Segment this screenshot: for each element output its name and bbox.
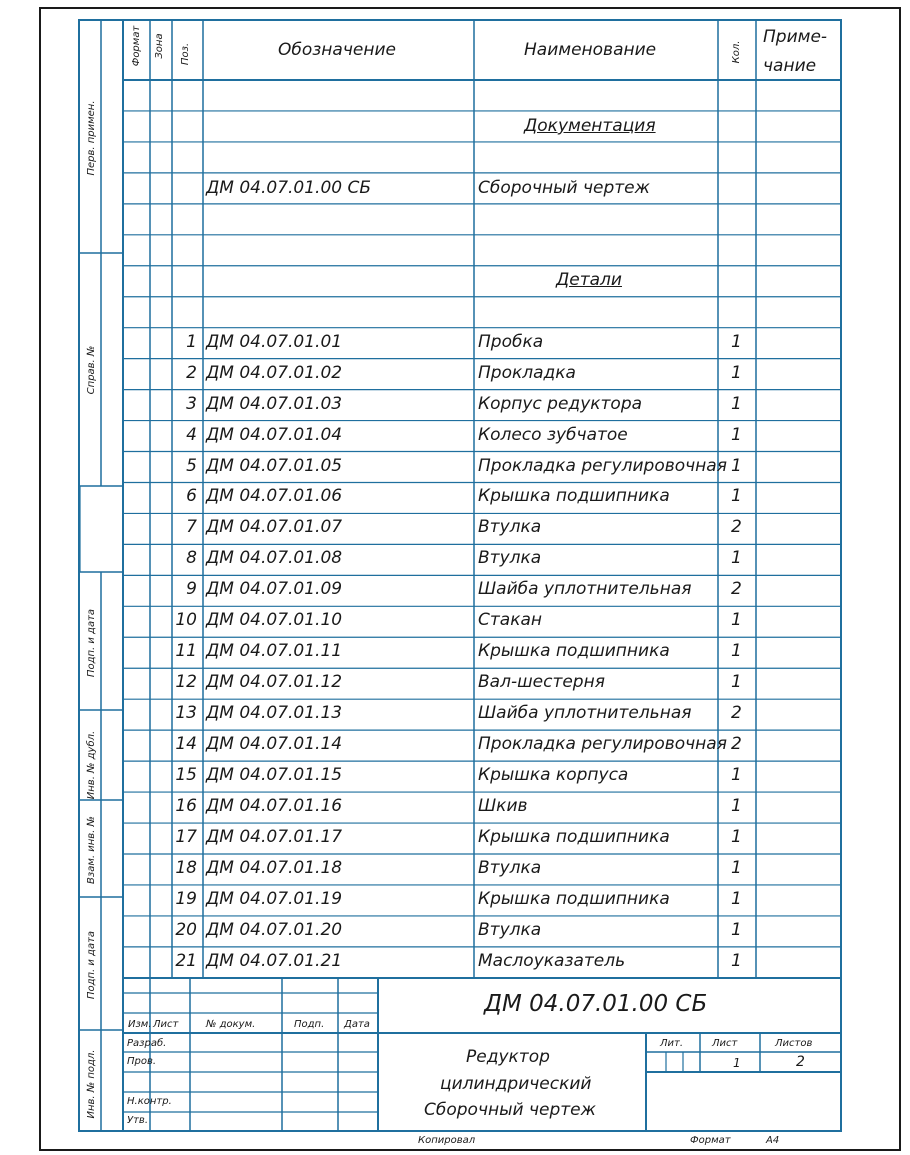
section-documentation: Документация bbox=[524, 116, 656, 136]
part-designation: ДМ 04.07.01.06 bbox=[206, 486, 343, 507]
part-pos: 16 bbox=[175, 796, 197, 817]
part-pos: 7 bbox=[186, 517, 197, 538]
header-kol: Кол. bbox=[731, 40, 742, 64]
part-qty: 1 bbox=[731, 641, 742, 662]
part-qty: 1 bbox=[731, 796, 742, 817]
col-data-label: Дата bbox=[344, 1019, 370, 1030]
part-name: Втулка bbox=[478, 858, 542, 878]
part-name: Пробка bbox=[478, 331, 544, 352]
part-pos: 18 bbox=[175, 858, 197, 878]
part-qty: 1 bbox=[731, 827, 742, 848]
part-qty: 2 bbox=[731, 734, 742, 755]
part-name: Прокладка bbox=[478, 362, 576, 383]
col-izm-label: Изм. bbox=[128, 1019, 152, 1030]
part-name: Крышка подшипника bbox=[478, 641, 670, 662]
part-designation: ДМ 04.07.01.21 bbox=[206, 950, 343, 971]
part-qty: 1 bbox=[731, 919, 742, 940]
part-name: Шайба уплотнительная bbox=[478, 579, 692, 600]
part-name: Крышка подшипника bbox=[478, 827, 670, 848]
part-name: Вал-шестерня bbox=[478, 672, 605, 693]
part-designation: ДМ 04.07.01.16 bbox=[206, 796, 343, 817]
col-ndokum-label: № докум. bbox=[206, 1019, 256, 1030]
part-pos: 20 bbox=[175, 919, 197, 940]
list-label: Лист bbox=[712, 1038, 738, 1049]
list-value: 1 bbox=[733, 1056, 741, 1070]
part-pos: 15 bbox=[175, 765, 197, 786]
header-poz: Поз. bbox=[180, 42, 191, 66]
part-designation: ДМ 04.07.01.01 bbox=[206, 331, 343, 352]
header-oboznachenie: Обозначение bbox=[278, 40, 396, 60]
title-line-3: Сборочный чертеж bbox=[424, 1100, 596, 1120]
part-pos: 21 bbox=[175, 950, 197, 971]
prov-label: Пров. bbox=[127, 1056, 157, 1067]
part-designation: ДМ 04.07.01.14 bbox=[206, 734, 343, 755]
section-details: Детали bbox=[556, 270, 622, 290]
part-name: Колесо зубчатое bbox=[478, 424, 628, 445]
side-label-perv-primen: Перв. примен. bbox=[86, 100, 97, 176]
part-name: Шкив bbox=[478, 796, 528, 817]
title-line-1: Редуктор bbox=[466, 1047, 550, 1067]
side-label-podp-data-2: Подп. и дата bbox=[86, 930, 97, 1000]
part-name: Прокладка регулировочная bbox=[478, 455, 727, 476]
part-qty: 1 bbox=[731, 455, 742, 476]
part-designation: ДМ 04.07.01.07 bbox=[206, 517, 343, 538]
side-label-inv-dubl: Инв. № дубл. bbox=[86, 730, 97, 800]
header-primechanie-2: чание bbox=[763, 56, 817, 76]
part-qty: 1 bbox=[731, 486, 742, 507]
part-name: Шайба уплотнительная bbox=[478, 703, 692, 724]
part-name: Крышка корпуса bbox=[478, 765, 629, 786]
part-designation: ДМ 04.07.01.13 bbox=[206, 703, 343, 724]
side-label-vzam-inv: Взам. инв. № bbox=[86, 816, 97, 884]
kopiroval-label: Копировал bbox=[418, 1135, 476, 1146]
side-label-inv-podl: Инв. № подл. bbox=[86, 1049, 97, 1119]
part-name: Втулка bbox=[478, 919, 542, 940]
part-name: Крышка подшипника bbox=[478, 888, 670, 909]
part-pos: 10 bbox=[175, 610, 197, 631]
part-pos: 12 bbox=[175, 672, 197, 693]
part-name: Маслоуказатель bbox=[478, 950, 626, 971]
part-designation: ДМ 04.07.01.15 bbox=[206, 765, 343, 786]
part-pos: 1 bbox=[186, 331, 197, 352]
part-qty: 1 bbox=[731, 765, 742, 786]
part-pos: 14 bbox=[175, 734, 197, 755]
n-kontr-label: Н.контр. bbox=[127, 1096, 172, 1107]
title-line-2: цилиндрический bbox=[440, 1074, 592, 1094]
part-qty: 1 bbox=[731, 610, 742, 631]
part-name: Прокладка регулировочная bbox=[478, 734, 727, 755]
part-qty: 1 bbox=[731, 950, 742, 971]
header-format: Формат bbox=[131, 25, 142, 67]
format-label: Формат bbox=[690, 1135, 731, 1146]
lit-label: Лит. bbox=[660, 1038, 684, 1049]
part-pos: 9 bbox=[186, 579, 197, 600]
doc-row-name: Сборочный чертеж bbox=[478, 178, 650, 198]
part-pos: 8 bbox=[186, 548, 197, 569]
part-designation: ДМ 04.07.01.12 bbox=[206, 672, 343, 693]
part-pos: 13 bbox=[175, 703, 197, 724]
part-designation: ДМ 04.07.01.08 bbox=[206, 548, 343, 569]
part-designation: ДМ 04.07.01.09 bbox=[206, 579, 343, 600]
side-label-podp-data: Подп. и дата bbox=[86, 608, 97, 678]
listov-label: Листов bbox=[775, 1038, 813, 1049]
part-designation: ДМ 04.07.01.18 bbox=[206, 858, 343, 878]
part-pos: 5 bbox=[186, 455, 197, 476]
listov-value: 2 bbox=[796, 1054, 805, 1070]
part-qty: 2 bbox=[731, 703, 742, 724]
part-qty: 1 bbox=[731, 888, 742, 909]
part-designation: ДМ 04.07.01.20 bbox=[206, 919, 343, 940]
part-pos: 4 bbox=[186, 424, 197, 445]
part-name: Втулка bbox=[478, 517, 542, 538]
side-label-sprav-no: Справ. № bbox=[86, 345, 97, 395]
part-designation: ДМ 04.07.01.10 bbox=[206, 610, 343, 631]
part-qty: 1 bbox=[731, 858, 742, 878]
part-pos: 2 bbox=[186, 362, 197, 383]
title-block-designation: ДМ 04.07.01.00 СБ bbox=[484, 991, 708, 1017]
part-designation: ДМ 04.07.01.03 bbox=[206, 393, 343, 414]
part-qty: 1 bbox=[731, 424, 742, 445]
part-pos: 11 bbox=[175, 641, 197, 662]
part-qty: 1 bbox=[731, 548, 742, 569]
part-qty: 1 bbox=[731, 672, 742, 693]
part-pos: 17 bbox=[175, 827, 197, 848]
col-podp-label: Подп. bbox=[294, 1019, 325, 1030]
part-designation: ДМ 04.07.01.02 bbox=[206, 362, 343, 383]
header-zona: Зона bbox=[154, 33, 165, 59]
part-designation: ДМ 04.07.01.04 bbox=[206, 424, 343, 445]
doc-row-designation: ДМ 04.07.01.00 СБ bbox=[206, 178, 372, 198]
part-qty: 1 bbox=[731, 362, 742, 383]
part-name: Стакан bbox=[478, 610, 542, 631]
part-qty: 1 bbox=[731, 393, 742, 414]
col-list-label: Лист bbox=[153, 1019, 179, 1030]
utv-label: Утв. bbox=[127, 1115, 148, 1126]
razrab-label: Разраб. bbox=[127, 1038, 167, 1049]
part-name: Крышка подшипника bbox=[478, 486, 670, 507]
part-name: Корпус редуктора bbox=[478, 393, 643, 414]
part-designation: ДМ 04.07.01.11 bbox=[206, 641, 343, 662]
part-pos: 6 bbox=[186, 486, 197, 507]
header-primechanie-1: Приме- bbox=[763, 27, 828, 47]
part-qty: 2 bbox=[731, 579, 742, 600]
part-name: Втулка bbox=[478, 548, 542, 569]
format-value: А4 bbox=[766, 1135, 780, 1146]
part-designation: ДМ 04.07.01.17 bbox=[206, 827, 343, 848]
part-qty: 1 bbox=[731, 331, 742, 352]
part-pos: 3 bbox=[186, 393, 197, 414]
part-pos: 19 bbox=[175, 888, 197, 909]
part-qty: 2 bbox=[731, 517, 742, 538]
part-designation: ДМ 04.07.01.05 bbox=[206, 455, 343, 476]
header-naimenovanie: Наименование bbox=[524, 40, 657, 60]
part-designation: ДМ 04.07.01.19 bbox=[206, 888, 343, 909]
